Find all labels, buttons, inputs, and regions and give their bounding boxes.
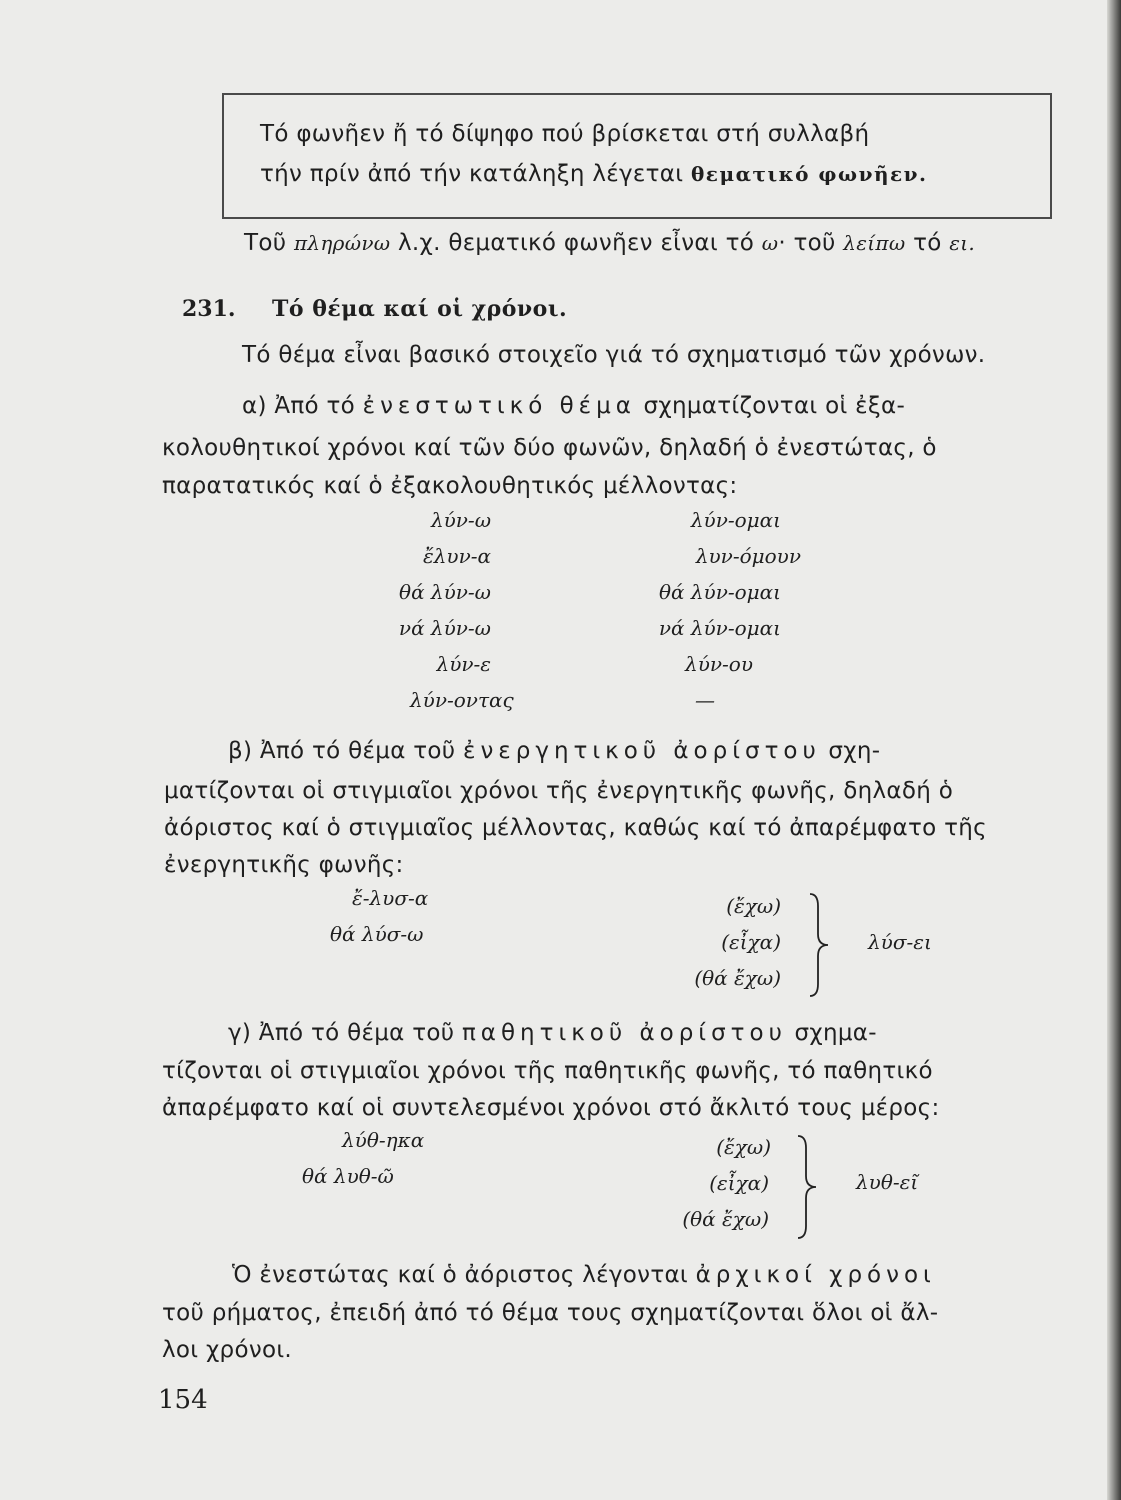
paragraph-b-line-1	[228, 738, 880, 764]
form-right-4: νά λύν-ομαι	[658, 616, 781, 640]
form-right-1: λύν-ομαι	[690, 508, 781, 532]
paragraph-b-line-3: ἀόριστος καί ὁ στιγμιαῖος μέλλοντας, καθώς καί τό ἀπαρέμφατο τῆς	[164, 815, 987, 841]
paragraph-text: σχη-	[820, 738, 881, 764]
example-text: λ.χ. θεματικό φωνῆεν εἶναι τό	[390, 230, 762, 256]
aorist-form-1: ἔ-λυσ-α	[352, 886, 429, 910]
paragraph-a-line-2: κολουθητικοί χρόνοι καί τῶν δύο φωνῶν, δηλαδή ὁ ἐνεστώτας, ὁ	[162, 435, 937, 461]
page-edge-shadow	[1107, 0, 1121, 1500]
form-left-5: λύν-ε	[436, 652, 491, 676]
passive-form-1: λύθ-ηκα	[342, 1128, 425, 1152]
passive-form-2: θά λυθ-ῶ	[302, 1164, 394, 1188]
intro-text: Τό θέμα εἶναι βασικό στοιχεῖο γιά τό σχηματισμό τῶν χρόνων.	[242, 342, 986, 368]
definition-text: τήν πρίν ἀπό τήν κατάληξη λέγεται	[260, 161, 691, 187]
paragraph-b-line-2: ματίζονται οἱ στιγμιαῖοι χρόνοι τῆς ἐνεργητικῆς φωνῆς, δηλαδή ὁ	[164, 778, 954, 804]
spaced-term: παθητικοῦ ἀορίστου	[461, 1020, 787, 1046]
aux-verb-2: (εἶχα)	[721, 930, 781, 954]
form-right-2: λυν-όμουν	[695, 544, 801, 568]
closing-line-3: λοι χρόνοι.	[162, 1337, 293, 1363]
aux-verb-4: (ἔχω)	[716, 1135, 771, 1159]
example-text: Τοῦ	[244, 230, 294, 256]
form-left-6: λύν-οντας	[410, 688, 514, 712]
aux-verb-6: (θά ἔχω)	[682, 1207, 769, 1231]
brace-icon	[806, 892, 836, 998]
form-left-3: θά λύν-ω	[399, 580, 491, 604]
example-word: ω	[761, 231, 779, 255]
paragraph-text: Ὁ ἐνεστώτας καί ὁ ἀόριστος λέγονται	[232, 1262, 696, 1288]
definition-line-1: Τό φωνῆεν ἤ τό δίψηφο πού βρίσκεται στή συλλαβή	[260, 121, 870, 147]
form-left-4: νά λύν-ω	[398, 616, 491, 640]
example-word: ει.	[949, 231, 976, 255]
paragraph-c-line-3: ἀπαρέμφατο καί οἱ συντελεσμένοι χρόνοι στό ἄκλιτό τους μέρος:	[162, 1095, 940, 1121]
closing-line-1	[232, 1262, 936, 1288]
example-word: πληρώνω	[293, 231, 391, 255]
result-form: λυθ-εῖ	[856, 1170, 919, 1194]
form-right-3: θά λύν-ομαι	[658, 580, 781, 604]
paragraph-text: σχημα-	[786, 1020, 877, 1046]
paragraph-text: α) Ἀπό τό	[242, 393, 363, 419]
example-line	[244, 230, 975, 256]
aorist-form-2: θά λύσ-ω	[330, 922, 424, 946]
form-right-6: —	[695, 688, 715, 712]
form-left-1: λύν-ω	[430, 508, 491, 532]
paragraph-text: β) Ἀπό τό θέμα τοῦ	[228, 738, 464, 764]
brace-icon	[794, 1134, 824, 1240]
paragraph-a-line-3: παρατατικός καί ὁ ἐξακολουθητικός μέλλοντας:	[162, 473, 738, 499]
example-text: · τοῦ	[778, 230, 844, 256]
paragraph-c-line-2: τίζονται οἱ στιγμιαῖοι χρόνοι τῆς παθητικῆς φωνῆς, τό παθητικό	[162, 1058, 933, 1084]
aux-verb-3: (θά ἔχω)	[694, 966, 781, 990]
spaced-term: ἀρχικοί χρόνοι	[695, 1262, 936, 1288]
aux-verb-1: (ἔχω)	[726, 894, 781, 918]
form-left-2: ἔλυν-α	[423, 544, 491, 568]
form-right-5: λύν-ου	[685, 652, 753, 676]
aux-verb-5: (εἶχα)	[709, 1171, 769, 1195]
paragraph-text: γ) Ἀπό τό θέμα τοῦ	[228, 1020, 462, 1046]
definition-box	[222, 93, 1052, 219]
closing-line-2: τοῦ ρήματος, ἐπειδή ἀπό τό θέμα τους σχηματίζονται ὅλοι οἱ ἄλ-	[162, 1300, 939, 1326]
section-title: Τό θέμα καί οἱ χρόνοι.	[272, 296, 568, 322]
paragraph-a-line-1	[242, 393, 905, 419]
spaced-term: ἐνεργητικοῦ ἀορίστου	[463, 738, 821, 764]
example-word: λείπω	[843, 231, 906, 255]
result-form: λύσ-ει	[868, 930, 932, 954]
paragraph-c-line-1	[228, 1020, 877, 1046]
spaced-term: ἐνεστωτικό θέμα	[362, 393, 636, 419]
page-number: 154	[158, 1385, 208, 1415]
section-number: 231.	[182, 296, 236, 322]
definition-term: θεματικό φωνῆεν.	[690, 162, 928, 186]
paragraph-b-line-4: ἐνεργητικῆς φωνῆς:	[164, 852, 404, 878]
example-text: τό	[905, 230, 950, 256]
definition-line-2	[260, 161, 927, 187]
paragraph-text: σχηματίζονται οἱ ἐξα-	[635, 393, 906, 419]
